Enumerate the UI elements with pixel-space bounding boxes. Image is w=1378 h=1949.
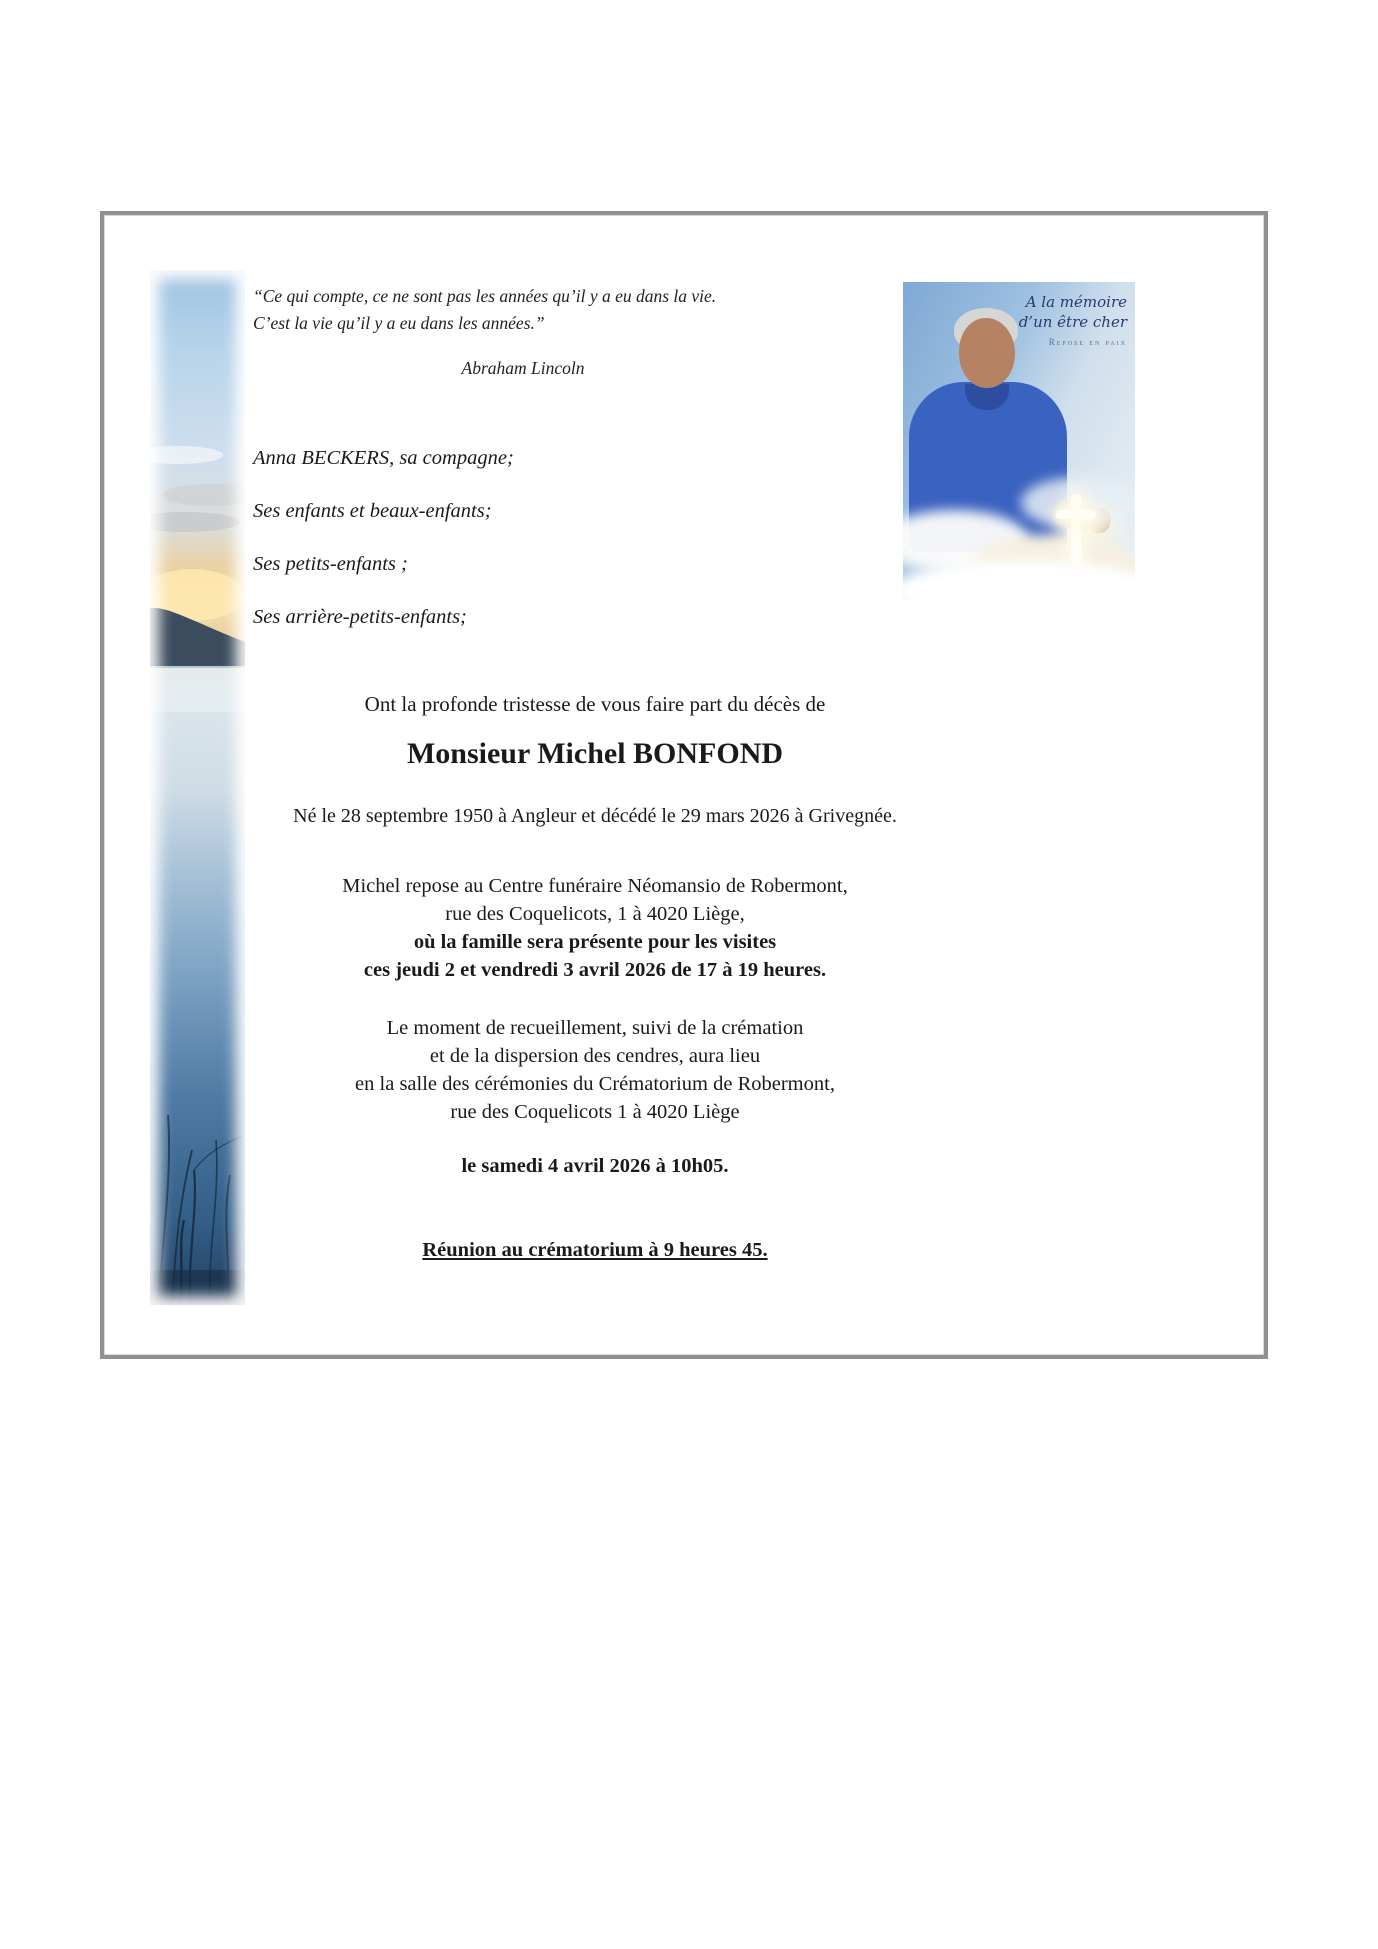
family-line-children: Ses enfants et beaux-enfants; — [253, 500, 492, 522]
portrait-face — [959, 318, 1015, 388]
quote-line-2: C’est la vie qu’il y a eu dans les années.” — [253, 313, 545, 333]
family-line-companion: Anna BECKERS, sa compagne; — [253, 447, 514, 469]
quote-author: Abraham Lincoln — [461, 358, 585, 378]
ceremony-line-2: et de la dispersion des cendres, aura lieu — [429, 1045, 761, 1067]
birth-death-line: Né le 28 septembre 1950 à Angleur et décédé le 29 mars 2026 à Grivegnée. — [293, 805, 897, 827]
caption-line-1: A la mémoire — [1025, 293, 1127, 311]
repose-line-1: Michel repose au Centre funéraire Néomansio de Robermont, — [342, 875, 848, 897]
quote-line-1: “Ce qui compte, ce ne sont pas les années qu’il y a eu dans la vie. — [253, 286, 717, 306]
visits-line-1: où la famille sera présente pour les visites — [413, 931, 777, 953]
memorial-card-frame — [100, 211, 1268, 1359]
meeting-line: Réunion au crématorium à 9 heures 45. — [422, 1239, 768, 1261]
landscape-strip-graphic — [150, 270, 245, 1305]
deceased-name: Monsieur Michel BONFOND — [406, 737, 784, 770]
ceremony-block — [250, 1014, 940, 1126]
repose-line-2: rue des Coquelicots, 1 à 4020 Liège, — [445, 903, 745, 925]
announcement-column — [250, 690, 940, 1264]
ceremony-line-3: en la salle des cérémonies du Crématorium de Robermont, — [355, 1073, 835, 1095]
family-line-grandchildren: Ses petits-enfants ; — [253, 553, 408, 575]
ceremony-date: le samedi 4 avril 2026 à 10h05. — [461, 1155, 729, 1177]
family-line-greatgrandchildren: Ses arrière-petits-enfants; — [253, 606, 467, 628]
caption-line-3: Repose en paix — [1048, 337, 1127, 347]
visits-line-2: ces jeudi 2 et vendredi 3 avril 2026 de 17 à 19 heures. — [363, 959, 827, 981]
ceremony-line-4: rue des Coquelicots 1 à 4020 Liège — [450, 1101, 740, 1123]
cross-icon — [1053, 494, 1099, 564]
family-list — [253, 444, 773, 656]
caption-line-2: d’un être cher — [1018, 313, 1127, 331]
ceremony-line-1: Le moment de recueillement, suivi de la crémation — [386, 1017, 804, 1039]
announcement-intro: Ont la profonde tristesse de vous faire part du décès de — [364, 692, 826, 716]
quote-block — [253, 283, 723, 382]
repose-block — [250, 872, 940, 984]
landscape-strip-image — [150, 270, 245, 1305]
memorial-photo — [903, 282, 1135, 600]
photo-caption — [1019, 292, 1127, 347]
